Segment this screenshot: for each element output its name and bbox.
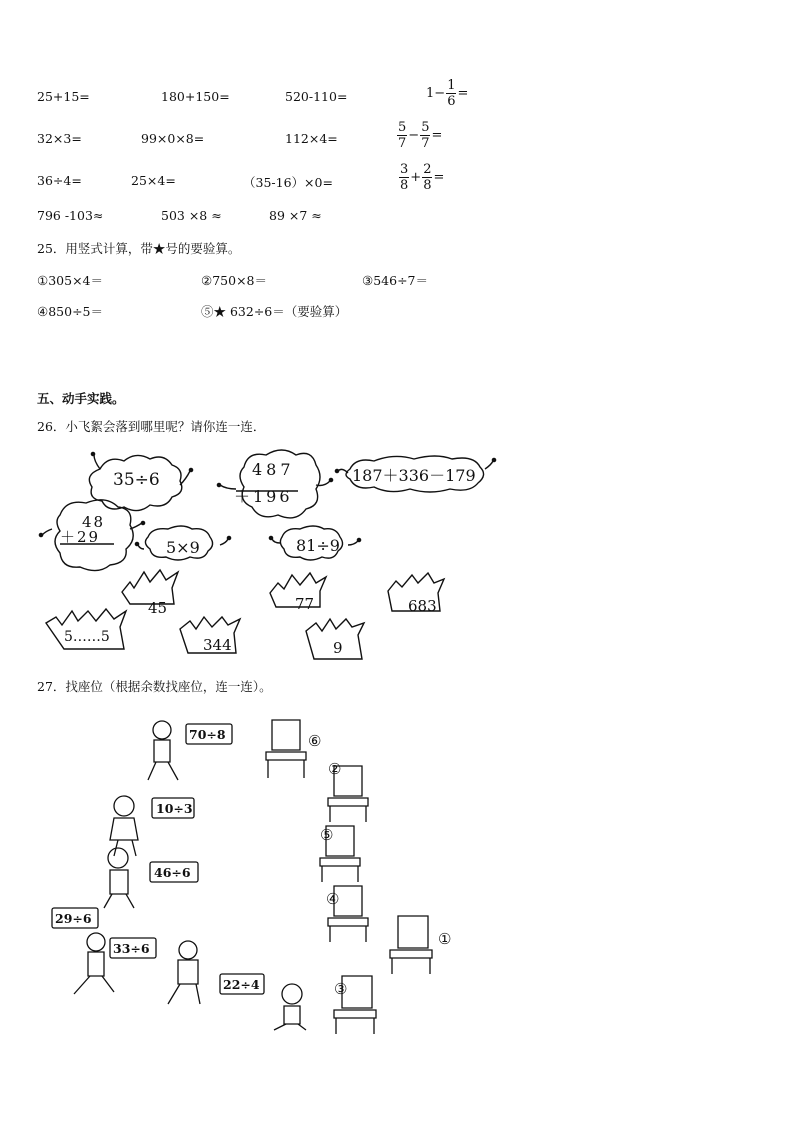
chair-icon [390, 916, 432, 974]
seat-number: ① [438, 930, 452, 948]
child-figure [274, 984, 306, 1030]
question-27-title: 27．找座位（根据余数找座位，连一连）。 [37, 679, 272, 694]
calc-item: 180+150= [161, 89, 230, 104]
calc-item: 32×3= [37, 131, 82, 146]
calc-item: 25+15= [37, 89, 90, 104]
grass-answer: 683 [408, 597, 437, 615]
seat-number: ③ [334, 980, 348, 998]
calc-item: 503 ×8 ≈ [161, 208, 222, 223]
fraction-expression-1: 1 − $\frac{1}{6}$ = [426, 78, 469, 109]
child-figure [148, 721, 178, 780]
division-expression: 22÷4 [223, 977, 260, 992]
cloud-expression-bottom: ＋29 [60, 528, 101, 546]
vertical-calc-item: ②750×8＝ [201, 273, 267, 288]
vertical-calc-item: ③546÷7＝ [362, 273, 428, 288]
division-expression: 70÷8 [189, 727, 226, 742]
cloud-expression: 35÷6 [113, 470, 160, 490]
seat-matching-figure [40, 708, 480, 1038]
division-expression: 46÷6 [154, 865, 191, 880]
vertical-calc-item: ④850÷5＝ [37, 304, 103, 319]
child-figure [74, 933, 114, 994]
question-26-title: 26．小飞絮会落到哪里呢？请你连一连． [37, 419, 266, 434]
cloud-expression-top: 487 [252, 460, 295, 479]
child-figure [168, 941, 200, 1004]
calc-item: 99×0×8= [141, 131, 205, 146]
child-figure [104, 848, 134, 908]
grass-answer: 45 [148, 599, 168, 617]
calc-item: 520-110= [285, 89, 348, 104]
fraction-expression-2: 5 7 − $\frac{5}{7}$ = [398, 120, 443, 151]
seat-number: ② [328, 760, 342, 778]
calc-item: 25×4= [131, 173, 176, 188]
seat-number: ④ [326, 890, 340, 908]
cloud-expression: 81÷9 [296, 536, 340, 555]
grass-answer: 344 [203, 636, 232, 654]
division-expression: 33÷6 [113, 941, 150, 956]
seat-number: ⑥ [308, 732, 322, 750]
division-expression: 10÷3 [156, 801, 193, 816]
cloud-expression-top: 48 [82, 513, 106, 531]
calc-item: 796 -103≈ [37, 208, 104, 223]
cloud-expression: 187＋336－179 [352, 466, 476, 485]
section-5-title: 五、动手实践。 [37, 391, 125, 406]
vertical-calc-item: ①305×4＝ [37, 273, 103, 288]
fraction-expression-3: 3 8 + $\frac{2}{8}$ = [400, 162, 445, 193]
dandelion-matching-figure [30, 445, 510, 665]
question-25-title: 25．用竖式计算，带★号的要验算。 [37, 241, 241, 256]
seat-number: ⑤ [320, 826, 334, 844]
calc-item: 36÷4= [37, 173, 82, 188]
grass-answer: 9 [333, 639, 343, 657]
grass-answer: 5……5 [64, 629, 110, 645]
child-figure [110, 796, 138, 856]
vertical-calc-item: ⑤★ 632÷6＝（要验算） [201, 304, 348, 319]
calc-item: 89 ×7 ≈ [269, 208, 322, 223]
cloud-expression: 5×9 [166, 538, 200, 557]
calc-item: 112×4= [285, 131, 338, 146]
chair-icon [266, 720, 306, 778]
grass-answer: 77 [295, 595, 315, 613]
division-expression: 29÷6 [55, 911, 92, 926]
calc-item: （35-16）×0= [243, 175, 333, 190]
cloud-expression-bottom: ＋196 [234, 487, 293, 506]
